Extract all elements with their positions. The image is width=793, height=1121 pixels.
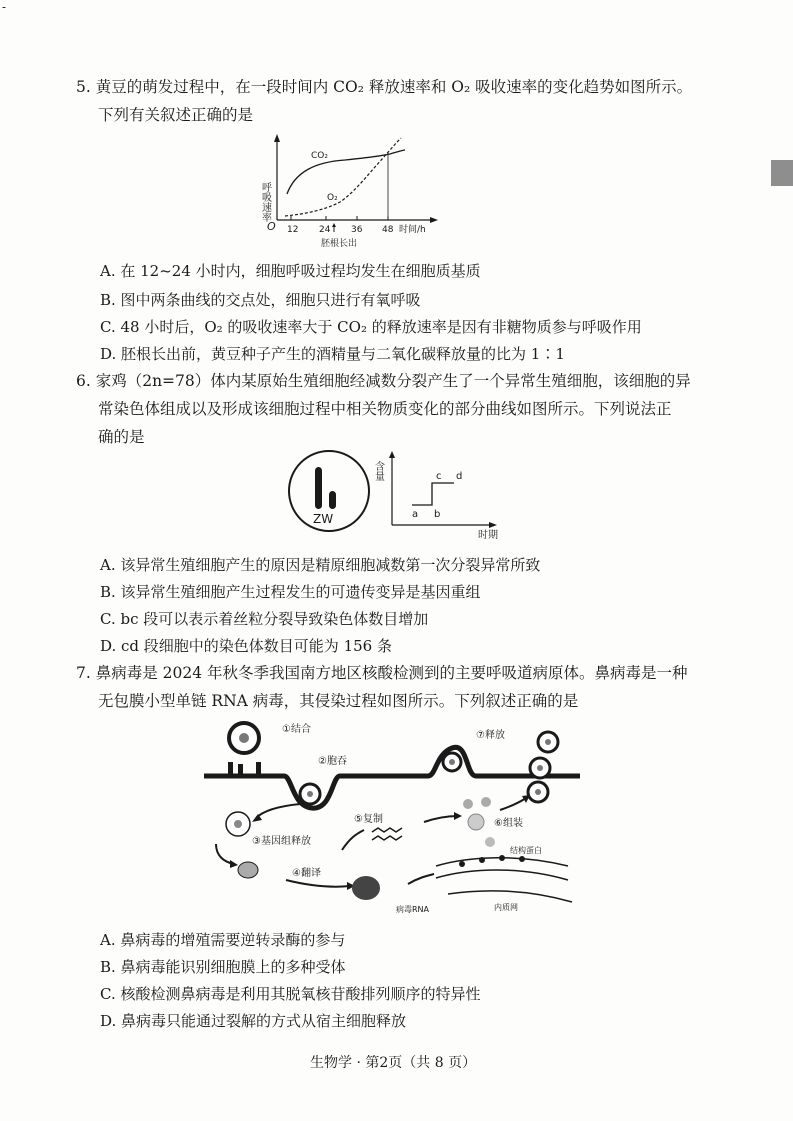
q7-infection-diagram <box>200 718 585 916</box>
q5-o2-label: O₂ <box>327 193 338 203</box>
q7-option-b: B. 鼻病毒能识别细胞膜上的多种受体 <box>100 958 346 976</box>
point-b: b <box>434 509 441 520</box>
q7-option-c: C. 核酸检测鼻病毒是利用其脱氧核苷酸排列顺序的特异性 <box>100 985 481 1003</box>
q7-option-a: A. 鼻病毒的增殖需要逆转录酶的参与 <box>100 931 346 949</box>
step7-label: ⑦释放 <box>476 730 505 741</box>
q6-cell-label: ZW <box>313 512 334 526</box>
q5-stem-line1: 5. 黄豆的萌发过程中，在一段时间内 CO₂ 释放速率和 O₂ 吸收速率的变化趋势如图所示。 <box>76 78 693 96</box>
point-c: c <box>436 471 442 482</box>
q5-chart-ylabel: 呼吸速率 <box>259 182 271 222</box>
structural-protein-label: 结构蛋白 <box>510 846 542 855</box>
q6-stem-line3: 确的是 <box>98 428 145 446</box>
q6-step-line <box>412 483 454 505</box>
point-a: a <box>412 509 419 520</box>
q5-xtick-12: 12 <box>287 225 299 235</box>
q7-option-d: D. 鼻病毒只能通过裂解的方式从宿主细胞释放 <box>100 1012 407 1030</box>
step4-label: ④翻译 <box>292 868 321 879</box>
page-footer: 生物学 · 第2页（共 8 页） <box>310 1055 477 1071</box>
q6-cell-diagram <box>285 447 375 537</box>
step3-label: ③基因组释放 <box>252 836 311 847</box>
q5-xtick-48: 48 <box>382 225 394 235</box>
step1-label: ①结合 <box>282 724 311 735</box>
page-edge-tab <box>771 160 793 186</box>
q7-stem-line1: 7. 鼻病毒是 2024 年秋冬季我国南方地区核酸检测到的主要呼吸道病原体。鼻病毒是一种 <box>76 664 688 682</box>
q5-co2-curve <box>287 150 405 194</box>
z-chromosome <box>315 467 322 509</box>
q6-stem-line2: 常染色体组成以及形成该细胞过程中相关物质变化的部分曲线如图所示。下列说法正 <box>98 400 672 418</box>
q6-xlabel: 时期 <box>478 530 498 539</box>
q5-co2-label: CO₂ <box>311 151 328 161</box>
q6-option-a: A. 该异常生殖细胞产生的原因是精原细胞减数第一次分裂异常所致 <box>100 556 541 574</box>
er-label: 内质网 <box>494 903 518 912</box>
q5-option-d: D. 胚根长出前，黄豆种子产生的酒精量与二氧化碳释放量的比为 1∶1 <box>100 345 565 363</box>
header-mark: - <box>2 0 7 14</box>
q5-o2-curve <box>285 138 401 216</box>
q5-stem-line2: 下列有关叙述正确的是 <box>98 106 254 124</box>
step5-label: ⑤复制 <box>354 814 383 825</box>
q6-option-c: C. bc 段可以表示着丝粒分裂导致染色体数目增加 <box>100 610 429 628</box>
q5-option-c: C. 48 小时后，O₂ 的吸收速率大于 CO₂ 的释放速率是因有非糖物质参与呼吸作用 <box>100 318 642 336</box>
q5-xtick-24: 24 <box>319 225 331 235</box>
q6-ylabel: 含量 <box>372 461 384 481</box>
q5-respiration-chart <box>255 132 440 252</box>
q5-option-b: B. 图中两条曲线的交点处，细胞只进行有氧呼吸 <box>100 291 421 309</box>
step6-label: ⑥组装 <box>494 818 523 829</box>
step2-label: ②胞吞 <box>318 756 347 767</box>
q6-stem-line1: 6. 家鸡（2n=78）体内某原始生殖细胞经减数分裂产生了一个异常生殖细胞，该细胞的异 <box>76 372 691 390</box>
q5-chart-annotation: 胚根长出 <box>321 239 358 249</box>
point-d: d <box>456 471 463 482</box>
q5-chart-xlabel: 时间/h <box>399 225 426 235</box>
q6-content-graph <box>372 447 502 539</box>
q6-option-b: B. 该异常生殖细胞产生过程发生的可遗传变异是基因重组 <box>100 583 481 601</box>
w-chromosome <box>329 491 336 509</box>
q5-chart-origin: O <box>267 220 276 233</box>
ribosome <box>352 876 380 900</box>
q6-option-d: D. cd 段细胞中的染色体数目可能为 156 条 <box>100 637 392 655</box>
q5-xtick-36: 36 <box>351 225 363 235</box>
q5-option-a: A. 在 12~24 小时内，细胞呼吸过程均发生在细胞质基质 <box>100 262 481 280</box>
viral-rna-label: 病毒RNA <box>396 905 430 914</box>
q7-stem-line2: 无包膜小型单链 RNA 病毒，其侵染过程如图所示。下列叙述正确的是 <box>98 692 579 710</box>
